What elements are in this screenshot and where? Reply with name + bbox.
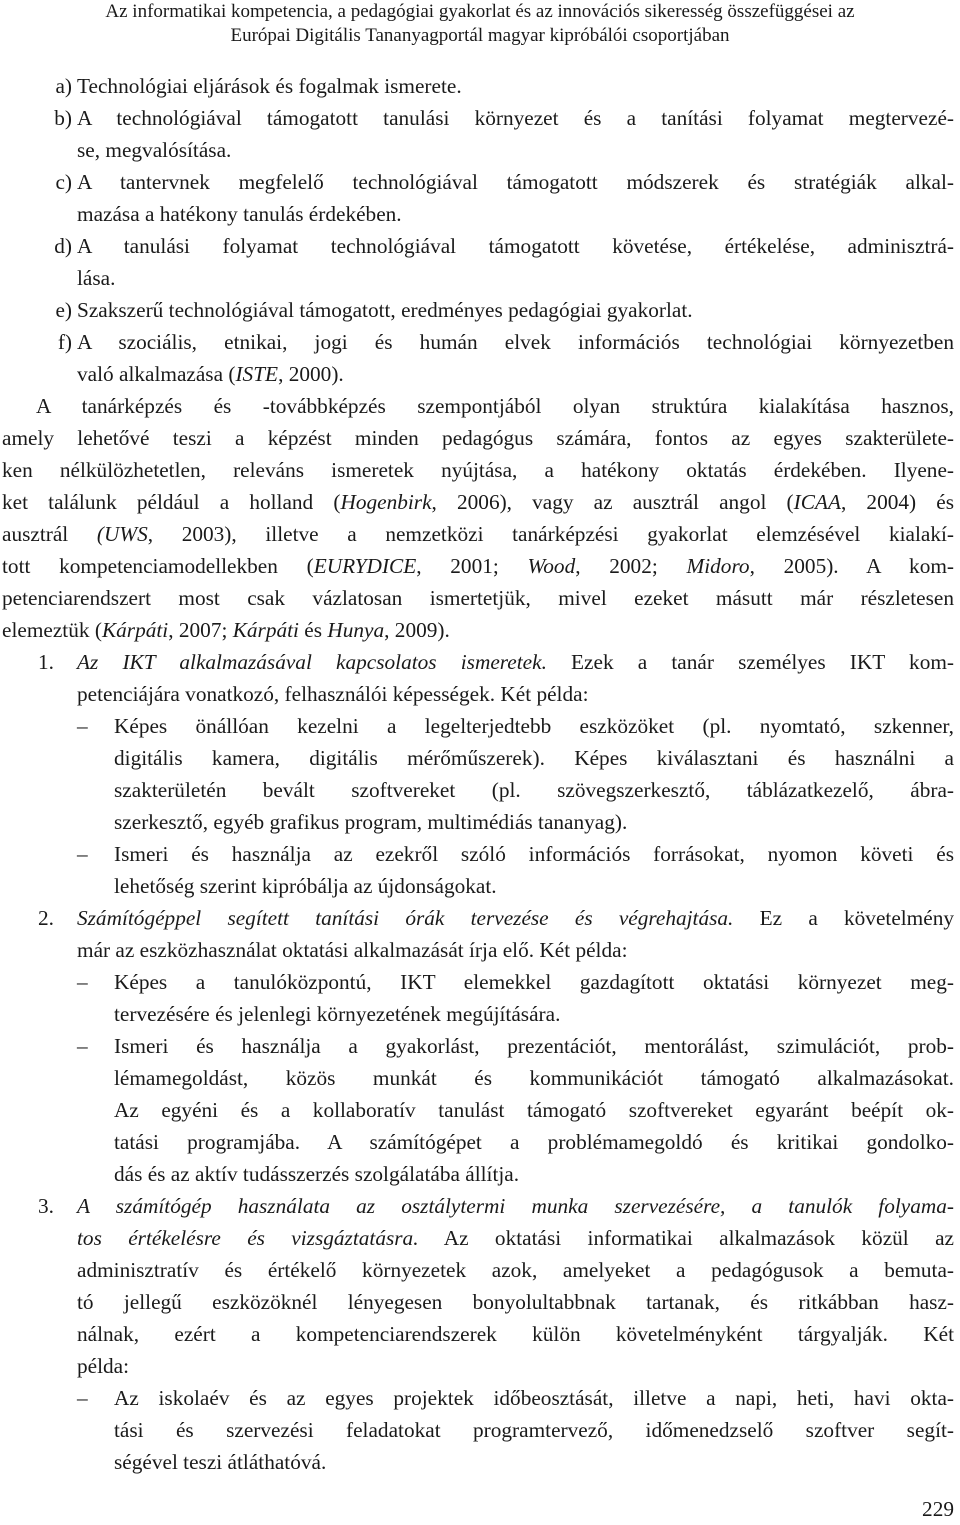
list-item: c) A tantervnek megfelelő technológiával támogatott módszerek és stratégiák alkal- mazása a hatékony tanulás érdekében.	[55, 170, 954, 226]
dash-item: – Ismeri és használja az ezekről szóló információs forrásokat, nyomon követi és lehetőség szerint kipróbálja az újdonságokat.	[77, 842, 954, 898]
page-number: 229	[922, 1497, 954, 1521]
list-item: d) A tanulási folyamat technológiával támogatott követése, értékelése, adminisztrá- lása.	[54, 234, 954, 290]
body-text	[2, 70, 954, 1478]
list-item: a) Technológiai eljárások és fogalmak ismerete.	[55, 74, 462, 98]
list-item: e) Szakszerű technológiával támogatott, eredményes pedagógiai gyakorlat.	[55, 298, 693, 322]
numbered-item: 1. Az IKT alkalmazásával kapcsolatos ismeretek. Ezek a tanár személyes IKT kom- petenciájára vonatkozó, felhasználói képességek. Két példa:	[38, 650, 954, 706]
running-header	[0, 0, 960, 48]
header-line-2: Európai Digitális Tananyagportál magyar kipróbálói csoportjában	[230, 25, 730, 46]
header-line-1: Az informatikai kompetencia, a pedagógiai gyakorlat és az innovációs sikeresség összefüggései az	[105, 1, 855, 22]
list-item: b) A technológiával támogatott tanulási környezet és a tanítási folyamat megtervezé- se, megvalósítása.	[54, 106, 954, 162]
list-item: f) A szociális, etnikai, jogi és humán elvek információs technológiai környezetben való alkalmazása (ISTE, 2000).	[57, 330, 954, 386]
numbered-item: 2. Számítógéppel segített tanítási órák tervezése és végrehajtása. Ez a követelmény már az eszközhasználat oktatási alkalmazását írja elő. Két példa:	[38, 906, 955, 962]
numbered-item: 3. A számítógép használata az osztálytermi munka szervezésére, a tanulók folyama- tos értékelésre és vizsgáztatásra. Az oktatási informatikai alkalmazások közül az adminisztratív és értékelő környezetek azok, amelyeket a pedagógusok a bemuta- tó jellegű eszközöknél lényegesen bonyolultabbnak tartanak, és ritkábban hasz- nálnak, ezért a kompetenciarendszerek külön követelményként tárgyalják. Két példa:	[38, 1194, 954, 1378]
dash-item: – Képes önállóan kezelni a legelterjedtebb eszközöket (pl. nyomtató, szkenner, digitális kamera, digitális mérőműszerek). Képes kiválasztani és használni a szakterületén bevált szoftvereket (pl. szövegszerkesztő, táblázatkezelő, ábra- szerkesztő, egyéb grafikus program, multimédiás tananyag).	[77, 714, 954, 834]
dash-item: – Képes a tanulóközpontú, IKT elemekkel gazdagított oktatási környezet meg- tervezésére és jelenlegi környezetének megújítására.	[77, 970, 954, 1026]
dash-item: – Az iskolaév és az egyes projektek időbeosztását, illetve a napi, heti, havi okta- tási és szervezési feladatokat programtervező, időmenedzselő szoftver segít- ségével teszi átláthatóvá.	[77, 1386, 954, 1474]
paragraph: A tanárképzés és -továbbképzés szempontjából olyan struktúra kialakítása hasznos, amely lehetővé teszi a képzést minden pedagógus számára, fontos az egyes szakterülete- ken nélkülözhetetlen, releváns ismeretek nyújtása, a hatékony oktatás érdekében. Ilyene- ket találunk például a holland (Hogenbirk, 2006), vagy az ausztrál angol (ICAA, 2004) és ausztrál (UWS, 2003), illetve a nemzetközi tanárképzési gyakorlat elemzésével kialakí- tott kompetenciamodellekben (EURYDICE, 2001; Wood, 2002; Midoro, 2005). A kom- petenciarendszert most csak vázlatosan ismertetjük, mivel ezeket másutt már részletesen elemeztük (Kárpáti, 2007; Kárpáti és Hunya, 2009).	[2, 394, 955, 642]
dash-item: – Ismeri és használja a gyakorlást, prezentációt, mentorálást, szimulációt, prob- lémamegoldást, közös munkát és kommunikációt támogató alkalmazásokat. Az egyéni és a kollaboratív tanulást támogató szoftvereket egyaránt beépít ok- tatási programjába. A számítógépet a problémamegoldó és kritikai gondolko- dás és az aktív tudásszerzés szolgálatába állítja.	[77, 1034, 954, 1186]
